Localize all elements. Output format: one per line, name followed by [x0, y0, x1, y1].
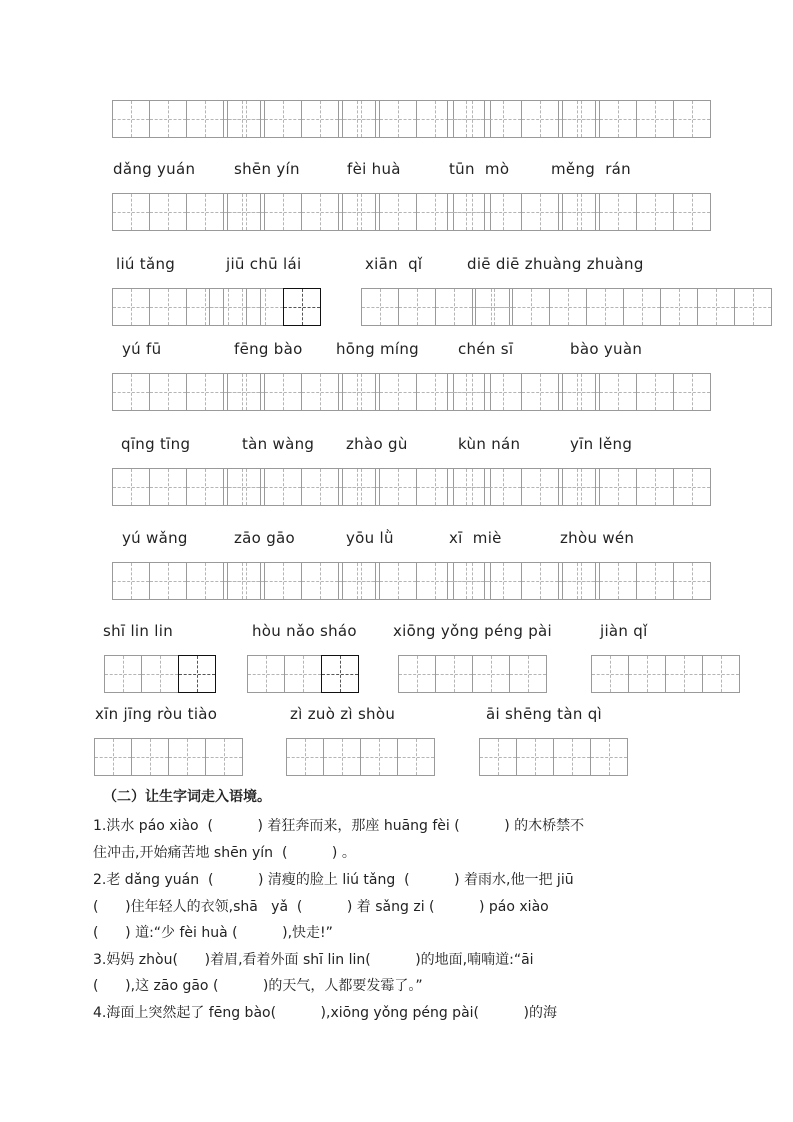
writing-cell[interactable]	[702, 655, 740, 693]
sentence-line: 1.洪水 páo xiào ( ) 着狂奔而来，那座 huāng fèi ( ) 的木桥禁不	[93, 818, 585, 834]
writing-cell[interactable]	[342, 193, 380, 231]
writing-cell[interactable]	[186, 193, 224, 231]
writing-cell[interactable]	[301, 468, 339, 506]
writing-cell[interactable]	[516, 738, 554, 776]
writing-cell[interactable]	[599, 562, 637, 600]
writing-cell[interactable]	[168, 738, 206, 776]
writing-grid	[562, 468, 711, 506]
writing-cell[interactable]	[636, 100, 674, 138]
pinyin-label: kùn nán	[458, 435, 521, 453]
writing-cell[interactable]	[379, 468, 417, 506]
writing-cell[interactable]	[447, 373, 485, 411]
writing-cell[interactable]	[264, 468, 302, 506]
writing-cell[interactable]	[673, 373, 711, 411]
writing-grid	[475, 288, 772, 326]
writing-cell[interactable]	[599, 373, 637, 411]
writing-cell[interactable]	[149, 288, 187, 326]
writing-cell[interactable]	[398, 288, 436, 326]
writing-cell[interactable]	[599, 193, 637, 231]
writing-cell[interactable]	[149, 373, 187, 411]
pinyin-label: jiū chū lái	[226, 255, 302, 273]
writing-cell[interactable]	[562, 373, 600, 411]
pinyin-label: chén sī	[458, 340, 514, 358]
writing-cell[interactable]	[246, 288, 284, 326]
writing-grid	[104, 655, 216, 693]
writing-cell[interactable]	[361, 288, 399, 326]
pinyin-label: xī miè	[449, 529, 502, 547]
writing-cell[interactable]	[104, 655, 142, 693]
writing-cell[interactable]	[264, 193, 302, 231]
writing-cell[interactable]	[665, 655, 703, 693]
sentence-line: ( )住年轻人的衣领,shā yǎ ( ) 着 sǎng zi ( ) páo xiào	[93, 899, 549, 915]
writing-cell[interactable]	[323, 738, 361, 776]
pinyin-label: bào yuàn	[570, 340, 643, 358]
writing-cell[interactable]	[673, 100, 711, 138]
sentence-line: 4.海面上突然起了 fēng bào( ),xiōng yǒng péng pài( )的海	[93, 1005, 557, 1021]
writing-cell[interactable]	[697, 288, 735, 326]
sentence-line: 住冲击,开始痛苦地 shēn yín ( ) 。	[93, 845, 356, 861]
writing-cell[interactable]	[521, 373, 559, 411]
writing-cell[interactable]	[549, 288, 587, 326]
writing-cell[interactable]	[301, 100, 339, 138]
pinyin-label: shēn yín	[234, 160, 300, 178]
writing-cell[interactable]	[247, 655, 285, 693]
writing-cell[interactable]	[227, 468, 265, 506]
writing-grid	[562, 100, 711, 138]
writing-cell[interactable]	[321, 655, 359, 693]
writing-cell[interactable]	[636, 562, 674, 600]
writing-cell[interactable]	[562, 100, 600, 138]
writing-cell[interactable]	[636, 193, 674, 231]
pinyin-label: liú tǎng	[116, 255, 176, 273]
writing-cell[interactable]	[512, 288, 550, 326]
writing-cell[interactable]	[586, 288, 624, 326]
writing-cell[interactable]	[286, 738, 324, 776]
writing-grid	[286, 738, 435, 776]
pinyin-label: hòu nǎo sháo	[252, 622, 357, 640]
writing-cell[interactable]	[379, 193, 417, 231]
pinyin-label: xiōng yǒng péng pài	[393, 622, 552, 640]
pinyin-label: zhòu wén	[560, 529, 635, 547]
writing-cell[interactable]	[186, 100, 224, 138]
pinyin-label: zhào gù	[346, 435, 408, 453]
writing-cell[interactable]	[186, 562, 224, 600]
writing-cell[interactable]	[342, 562, 380, 600]
writing-cell[interactable]	[112, 288, 150, 326]
writing-cell[interactable]	[379, 100, 417, 138]
writing-grid	[479, 738, 628, 776]
pinyin-label: yú wǎng	[122, 529, 188, 547]
writing-cell[interactable]	[447, 468, 485, 506]
writing-cell[interactable]	[379, 373, 417, 411]
writing-grid	[591, 655, 740, 693]
writing-cell[interactable]	[301, 193, 339, 231]
writing-cell[interactable]	[186, 373, 224, 411]
writing-cell[interactable]	[141, 655, 179, 693]
writing-cell[interactable]	[636, 468, 674, 506]
writing-cell[interactable]	[591, 655, 629, 693]
writing-cell[interactable]	[264, 100, 302, 138]
writing-cell[interactable]	[342, 468, 380, 506]
writing-cell[interactable]	[636, 373, 674, 411]
writing-cell[interactable]	[447, 562, 485, 600]
writing-cell[interactable]	[149, 100, 187, 138]
writing-cell[interactable]	[178, 655, 216, 693]
writing-cell[interactable]	[475, 288, 513, 326]
writing-cell[interactable]	[447, 193, 485, 231]
sentence-line: ( ) 道:“少 fèi huà ( ),快走!”	[93, 925, 333, 941]
pinyin-label: měng rán	[551, 160, 631, 178]
writing-cell[interactable]	[379, 562, 417, 600]
writing-cell[interactable]	[447, 100, 485, 138]
writing-cell[interactable]	[435, 655, 473, 693]
pinyin-label: zāo gāo	[234, 529, 296, 547]
pinyin-label: yīn lěng	[570, 435, 633, 453]
writing-cell[interactable]	[112, 100, 150, 138]
writing-cell[interactable]	[734, 288, 772, 326]
sentence-line: 3.妈妈 zhòu( )着眉,看着外面 shī lin lin( )的地面,喃喃道:“āi	[93, 952, 534, 968]
writing-cell[interactable]	[227, 562, 265, 600]
writing-cell[interactable]	[484, 373, 522, 411]
pinyin-label: xīn jīng ròu tiào	[95, 705, 218, 723]
writing-cell[interactable]	[264, 373, 302, 411]
writing-cell[interactable]	[660, 288, 698, 326]
writing-grid	[209, 288, 321, 326]
writing-cell[interactable]	[112, 373, 150, 411]
writing-cell[interactable]	[205, 738, 243, 776]
writing-grid	[398, 655, 547, 693]
writing-cell[interactable]	[360, 738, 398, 776]
sentence-line: 2.老 dǎng yuán ( ) 清瘦的脸上 liú tǎng ( ) 着雨水,他一把 jiū	[93, 872, 574, 888]
writing-cell[interactable]	[673, 193, 711, 231]
writing-cell[interactable]	[342, 373, 380, 411]
writing-cell[interactable]	[227, 373, 265, 411]
writing-cell[interactable]	[521, 100, 559, 138]
writing-cell[interactable]	[301, 562, 339, 600]
pinyin-label: xiān qǐ	[365, 255, 423, 273]
writing-grid	[247, 655, 359, 693]
writing-cell[interactable]	[209, 288, 247, 326]
writing-cell[interactable]	[398, 655, 436, 693]
writing-cell[interactable]	[435, 288, 473, 326]
writing-cell[interactable]	[301, 373, 339, 411]
writing-cell[interactable]	[623, 288, 661, 326]
writing-cell[interactable]	[590, 738, 628, 776]
writing-cell[interactable]	[131, 738, 169, 776]
writing-cell[interactable]	[283, 288, 321, 326]
writing-cell[interactable]	[628, 655, 666, 693]
writing-cell[interactable]	[562, 468, 600, 506]
writing-cell[interactable]	[484, 100, 522, 138]
pinyin-label: qīng tīng	[121, 435, 191, 453]
sentence-line: ( ),这 zāo gāo ( )的天气，人都要发霉了。”	[93, 978, 423, 994]
writing-cell[interactable]	[521, 562, 559, 600]
writing-cell[interactable]	[149, 562, 187, 600]
pinyin-label: hōng míng	[336, 340, 419, 358]
writing-cell[interactable]	[484, 562, 522, 600]
writing-cell[interactable]	[553, 738, 591, 776]
writing-cell[interactable]	[673, 562, 711, 600]
writing-cell[interactable]	[509, 655, 547, 693]
writing-cell[interactable]	[479, 738, 517, 776]
writing-cell[interactable]	[149, 468, 187, 506]
writing-cell[interactable]	[484, 468, 522, 506]
pinyin-label: tàn wàng	[242, 435, 315, 453]
pinyin-label: yú fū	[122, 340, 162, 358]
pinyin-label: āi shēng tàn qì	[486, 705, 603, 723]
writing-cell[interactable]	[673, 468, 711, 506]
pinyin-label: yōu lǜ	[346, 529, 394, 547]
writing-cell[interactable]	[562, 193, 600, 231]
writing-cell[interactable]	[149, 193, 187, 231]
writing-cell[interactable]	[94, 738, 132, 776]
writing-cell[interactable]	[397, 738, 435, 776]
writing-cell[interactable]	[599, 100, 637, 138]
writing-grid	[94, 738, 243, 776]
writing-grid	[562, 193, 711, 231]
section-title: （二）让生字词走入语境。	[103, 789, 271, 805]
writing-cell[interactable]	[284, 655, 322, 693]
writing-cell[interactable]	[472, 655, 510, 693]
writing-grid	[562, 562, 711, 600]
pinyin-label: zì zuò zì shòu	[290, 705, 396, 723]
writing-cell[interactable]	[484, 193, 522, 231]
pinyin-label: fèi huà	[347, 160, 401, 178]
writing-cell[interactable]	[521, 468, 559, 506]
writing-cell[interactable]	[342, 100, 380, 138]
writing-cell[interactable]	[599, 468, 637, 506]
pinyin-label: dǎng yuán	[113, 160, 196, 178]
pinyin-label: tūn mò	[449, 160, 510, 178]
pinyin-label: diē diē zhuàng zhuàng	[467, 255, 644, 273]
writing-cell[interactable]	[112, 562, 150, 600]
pinyin-label: jiàn qǐ	[600, 622, 648, 640]
writing-cell[interactable]	[227, 193, 265, 231]
pinyin-label: fēng bào	[234, 340, 303, 358]
writing-cell[interactable]	[112, 468, 150, 506]
pinyin-label: shī lin lin	[103, 622, 174, 640]
writing-cell[interactable]	[264, 562, 302, 600]
writing-cell[interactable]	[186, 468, 224, 506]
writing-cell[interactable]	[112, 193, 150, 231]
writing-cell[interactable]	[562, 562, 600, 600]
writing-cell[interactable]	[521, 193, 559, 231]
writing-cell[interactable]	[227, 100, 265, 138]
writing-grid	[562, 373, 711, 411]
